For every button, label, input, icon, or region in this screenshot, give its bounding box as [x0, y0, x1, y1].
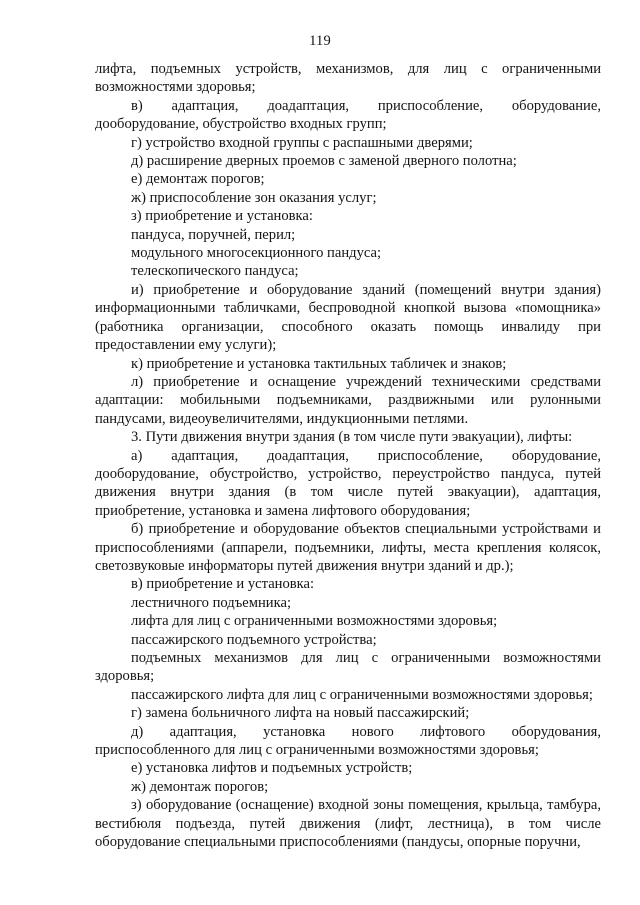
paragraph-item-g-paths: г) замена больничного лифта на новый пассажирский;	[131, 705, 470, 722]
paragraph-subitem: модульного многосекционного пандуса;	[131, 245, 382, 262]
paragraph-item-e-paths: е) установка лифтов и подъемных устройств;	[131, 760, 413, 777]
paragraph-subitem: лестничного подъемника;	[131, 594, 292, 611]
paragraph-item-v-paths: в) приобретение и установка:	[131, 576, 315, 593]
paragraph-subitem: пассажирского лифта для лиц с ограниченными возможностями здоровья;	[131, 686, 593, 703]
paragraph-subitem: пандуса, поручней, перил;	[131, 226, 296, 243]
paragraph-item-b-paths: б) приобретение и оборудование объектов специальными устройствами и приспособлениями (аппарели, подъемники, лифты, места крепления колясок, светозвуковые информаторы путей движения внутри зданий и др.);	[95, 521, 601, 574]
page-number: 119	[309, 33, 331, 49]
paragraph-subitem: телескопического пандуса;	[131, 263, 299, 280]
section-heading-3: 3. Пути движения внутри здания (в том числе пути эвакуации), лифты:	[131, 429, 573, 446]
paragraph-item-k-entrance: к) приобретение и установка тактильных табличек и знаков;	[131, 355, 507, 372]
paragraph-item-z-entrance: з) приобретение и установка:	[131, 208, 313, 225]
paragraph-item-l-entrance: л) приобретение и оснащение учреждений техническими средствами адаптации: мобильными подъемниками, раздвижными или рулонными пандусами, видеоувеличителями, индукционными петлями.	[95, 373, 601, 427]
paragraph-item-e-entrance: е) демонтаж порогов;	[131, 171, 265, 188]
paragraph-item-a-paths: а) адаптация, доадаптация, приспособление, оборудование, дооборудование, обустройство, устройство, переустройство пандуса, путей движения внутри здания (в том числе путей эвакуации), адаптация, приобретение, установка и замена лифтового оборудования;	[95, 447, 601, 519]
paragraph-item-i-entrance: и) приобретение и оборудование зданий (помещений внутри здания) информационными табличками, беспроводной кнопкой вызова «помощника» (работника организации, способного оказать помощь инвалиду при предоставлении ему услуги);	[95, 281, 601, 354]
paragraph-subitem: пассажирского подъемного устройства;	[131, 631, 377, 648]
paragraph-item-g-entrance: г) устройство входной группы с распашными дверями;	[131, 134, 473, 151]
paragraph-subitem: лифта для лиц с ограниченными возможностями здоровья;	[131, 613, 498, 630]
paragraph-item-zh-entrance: ж) приспособление зон оказания услуг;	[131, 189, 377, 206]
paragraph-item-z-paths: з) оборудование (оснащение) входной зоны помещения, крыльца, тамбура, вестибюля подъезда, путей движения (лифт, лестница), в том числе оборудование специальными приспособлениями (пандусы, опорные поручни,	[95, 797, 601, 851]
paragraph-item-d-entrance: д) расширение дверных проемов с заменой дверного полотна;	[131, 153, 517, 170]
paragraph-intro-continuation: лифта, подъемных устройств, механизмов, для лиц с ограниченными возможностями здоровья;	[95, 61, 601, 96]
paragraph-item-d-paths: д) адаптация, установка нового лифтового оборудования, приспособленного для лиц с ограниченными возможностями здоровья;	[95, 723, 601, 759]
paragraph-item-zh-paths: ж) демонтаж порогов;	[131, 778, 269, 795]
paragraph-item-v-entrance: в) адаптация, доадаптация, приспособление, оборудование, дооборудование, обустройство входных групп;	[95, 97, 601, 133]
paragraph-subitem: подъемных механизмов для лиц с ограниченными возможностями здоровья;	[95, 650, 601, 685]
document-body	[95, 60, 601, 851]
